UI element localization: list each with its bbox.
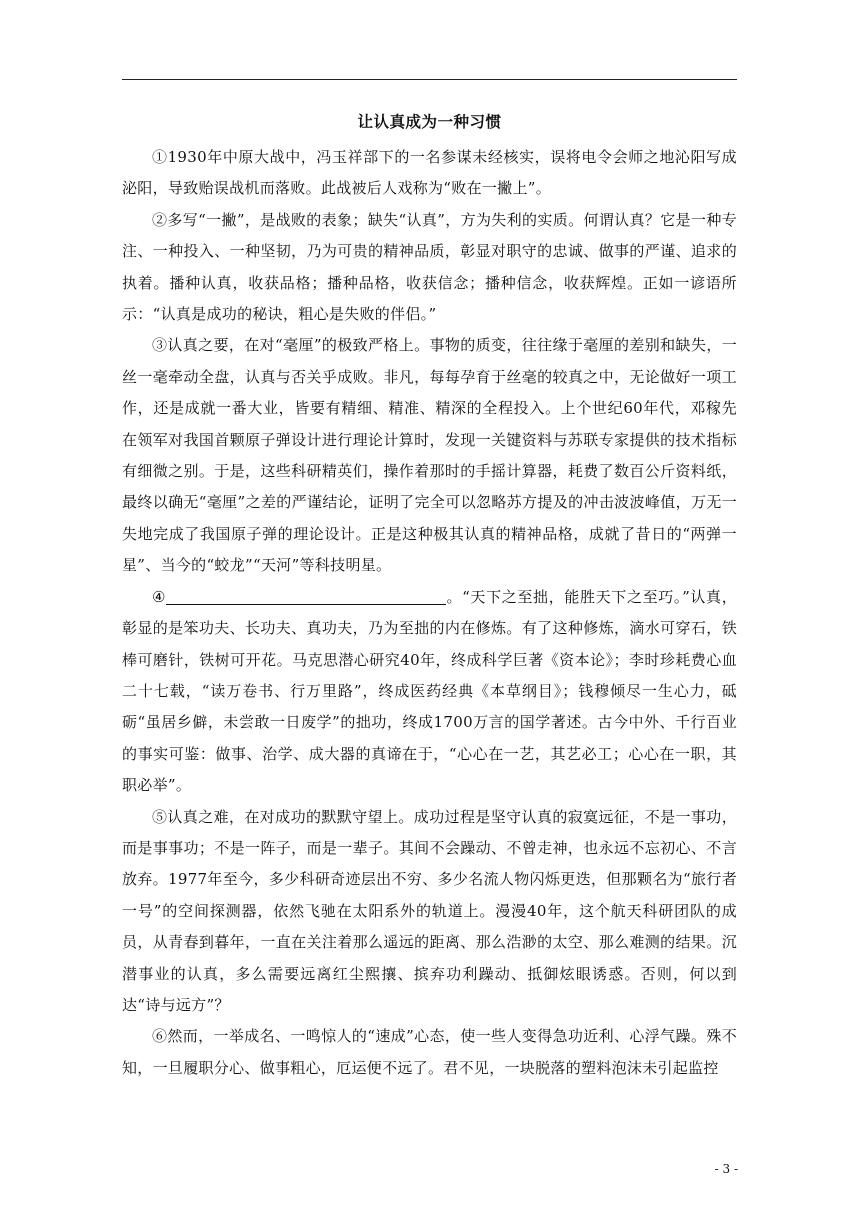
paragraph-4 <box>122 582 737 802</box>
page-number: - 3 - <box>714 1162 738 1176</box>
paragraph-4-number: ④ <box>152 587 167 606</box>
header-rule <box>122 79 737 80</box>
paragraph-2: ②多写“一撇”，是战败的表象；缺失“认真”，方为失利的实质。何谓认真？它是一种专注、一种投入、一种坚韧，乃为可贵的精神品质，彰显对职守的忠诚、做事的严谨、追求的执着。播种认真，收获品格；播种品格，收获信念；播种信念，收获辉煌。正如一谚语所示：“认真是成功的秘诀，粗心是失败的伴侣。” <box>122 210 737 324</box>
paragraph-5: ⑤认真之难，在对成功的默默守望上。成功过程是坚守认真的寂寞远征，不是一事功，而是事事功；不是一阵子，而是一辈子。其间不会躁动、不曾走神，也永远不忘初心、不言放弃。1977年至今，多少科研奇迹层出不穷、多少名流人物闪烁更迭，但那颗名为“旅行者一号”的空间探测器，依然飞驰在太阳系外的轨道上。漫漫40年，这个航天科研团队的成员，从青春到暮年，一直在关注着那么遥远的距离、那么浩渺的太空、那么难测的结果。沉潜事业的认真，多么需要远离红尘熙攘、摈弃功利躁动、抵御炫眼诱惑。否则，何以到达“诗与远方”？ <box>122 807 737 1014</box>
article-body <box>122 142 737 1084</box>
article-title: 让认真成为一种习惯 <box>357 112 502 131</box>
fill-in-blank <box>166 586 446 605</box>
paragraph-3: ③认真之要，在对“毫厘”的极致严格上。事物的质变，往往缘于毫厘的差别和缺失，一丝一毫牵动全盘，认真与否关乎成败。非凡，每每孕育于丝毫的较真之中，无论做好一项工作，还是成就一番大业，皆要有精细、精准、精深的全程投入。上个世纪60年代，邓稼先在领军对我国首颗原子弹设计进行理论计算时，发现一关键资料与苏联专家提供的技术指标有细微之别。于是，这些科研精英们，操作着那时的手摇计算器，耗费了数百公斤资料纸，最终以确无“毫厘”之差的严谨结论，证明了完全可以忽略苏方提及的冲击波波峰值，万无一失地完成了我国原子弹的理论设计。正是这种极其认真的精神品格，成就了昔日的“两弹一星”、当今的“蛟龙”“天河”等科技明星。 <box>122 336 737 575</box>
paragraph-1: ①1930年中原大战中，冯玉祥部下的一名参谋未经核实，误将电令会师之地沁阳写成泌阳，导致贻误战机而落败。此战被后人戏称为“败在一撇上”。 <box>122 148 737 198</box>
paragraph-6: ⑥然而，一举成名、一鸣惊人的“速成”心态，使一些人变得急功近利、心浮气躁。殊不知，一旦履职分心、做事粗心，厄运便不远了。君不见，一块脱落的塑料泡沫未引起监控 <box>122 1027 737 1077</box>
paragraph-4-text: 。“天下之至拙，能胜天下之至巧。”认真，彰显的是笨功夫、长功夫、真功夫，乃为至拙的内在修炼。有了这种修炼，滴水可穿石，铁棒可磨针，铁树可开花。马克思潜心研究40年，终成科学巨著《资本论》；李时珍耗费心血二十七载，“读万卷书、行万里路”，终成医药经典《本草纲目》；钱穆倾尽一生心力，砥砺“虽居乡僻，未尝敢一日废学”的拙功，终成1700万言的国学著述。古今中外、千行百业的事实可鉴：做事、治学、成大器的真谛在于，“心心在一艺，其艺必工；心心在一职，其职必举”。 <box>122 587 738 795</box>
